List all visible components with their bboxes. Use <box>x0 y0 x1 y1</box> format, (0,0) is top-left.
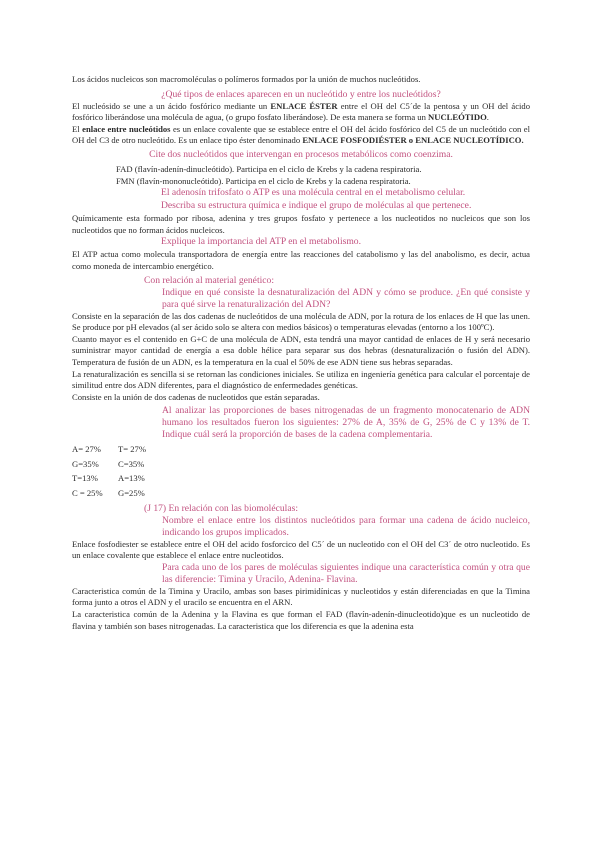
list-item-fad: FAD (flavín-adenín-dinucleótido). Participa en el ciclo de Krebs y la cadena respiratoria. <box>116 163 422 174</box>
base-pair-row: A= 27% T= 27% <box>72 444 146 455</box>
question-pares-moleculas: Para cada uno de los pares de moléculas siguientes indique una característica común y otra que las diferencie: Timina y Uracilo, Adenina- Flavina. <box>162 561 530 585</box>
paragraph-renaturalizacion: La renaturalización es sencilla si se retornan las condiciones iniciales. Se utiliza en ingeniería genética para calcular el porcentaje de similitud entre dos ADN diferentes, para el diagnóstico de enfermedades genéticas. <box>72 368 530 391</box>
question-enlaces: ¿Qué tipos de enlaces aparecen en un nucleótido y entre los nucleótidos? <box>161 88 441 100</box>
question-bases-nitrogenadas: Al analizar las proporciones de bases nitrogenadas de un fragmento monocatenario de ADN humano los resultados fueron los siguientes: 27% de A, 35% de G, 25% de C y 13% de T. Indique cuál será la proporción de bases de la cadena complementaria. <box>162 405 530 441</box>
paragraph-enlace-fosfodiester: Enlace fosfodiester se establece entre el OH del acido fosforcico del C5´ de un nucleotido con el OH del C3´ de otro nucleotido. Es un enlace covalente que establece el enlace entre nucleotidos. <box>72 538 530 561</box>
base-pair-row: T=13% A=13% <box>72 473 145 484</box>
intro-paragraph: Los ácidos nucleicos son macromoléculas o polímeros formados por la unión de muchos nucleótidos. <box>72 74 421 84</box>
paragraph-contenido-gc: Cuanto mayor es el contenido en G+C de una molécula de ADN, esta tendrá una mayor cantidad de enlaces de H y será necesario suministrar mayor cantidad de energía a esa doble hélice para separar sus dos hebras (desnaturalización o fusión del ADN). Temperatura de fusión de un ADN, es la temperatura en la cual el 50% de ese ADN tiene sus hebras separadas. <box>72 333 530 367</box>
paragraph-atp-importancia: El ATP actua como molecula transportadora de energía entre las reacciones del catabolismo y las del anabolismo, es decir, actua como moneda de intercambio energético. <box>72 249 530 271</box>
list-item-fmn: FMN (flavín-mononucleótido). Participa en el ciclo de Krebs y la cadena respiratoria. <box>116 175 411 186</box>
paragraph-union-cadenas: Consiste en la unión de dos cadenas de nucleotidos que están separadas. <box>72 391 320 402</box>
paragraph-enlace-ester: El nucleósido se une a un ácido fosfórico mediante un ENLACE ÉSTER entre el OH del C5´de la pentosa y un OH del ácido fosfórico liberándose una molécula de agua, (o grupo fosfato liberándose). De esta manera se forma un NUCLEÓTIDO. <box>72 100 530 123</box>
question-desnaturalizacion: Indique en qué consiste la desnaturalización del ADN y cómo se produce. ¿En qué consiste y para qué sirve la renaturalización del ADN? <box>162 286 530 310</box>
paragraph-desnaturalizacion: Consiste en la separación de las dos cadenas de nucleótidos de una molécula de ADN, por la rotura de los enlaces de H que las unen. Se produce por pH elevados (al ser ácido solo se altera con medios básicos) o temperaturas elevadas (entorno a los 100ºC). <box>72 310 530 333</box>
term-enlace-fosfodiester: ENLACE FOSFODIÉSTER o ENLACE NUCLEOTÍDICO. <box>302 135 524 146</box>
base-pairs-list <box>72 444 530 499</box>
term-enlace-entre-nucleotidos: enlace entre nucleótidos <box>82 123 171 134</box>
paragraph-atp-estructura: Químicamente esta formado por ribosa, adenina y tres grupos fosfato y pertenece a los nucleotidos no nucleicos que son los nucleotidos que no forman ácidos nucleicos. <box>72 213 530 235</box>
document-page <box>72 74 530 632</box>
paragraph-adenina-flavina: La caracteristica común de la Adenina y la Flavina es que forman el FAD (flavín-adenín-dinucleotido)que es un nucleotido de flavina y también son bases nitrogenadas. La caracteristica que los diferencia es que la adenina esta <box>72 609 530 631</box>
paragraph-timina-uracilo: Caracteristica común de la Timina y Uracilo, ambas son bases pirimidínicas y nucleotidos y están diferenciadas en que la Timina forma junto a otros el ADN y el uracilo se encuentra en el ARN. <box>72 585 530 608</box>
base-pair-row: G=35% C=35% <box>72 458 145 469</box>
question-biomoleculas: (J 17) En relación con las biomoléculas: <box>144 502 298 514</box>
question-atp-importancia: Explique la importancia del ATP en el metabolismo. <box>161 236 362 248</box>
term-nucleotido: NUCLEÓTIDO <box>428 112 487 123</box>
base-pair-row: C = 25% G=25% <box>72 488 145 499</box>
question-coenzimas: Cite dos nucleótidos que intervengan en procesos metabólicos como coenzima. <box>149 148 453 160</box>
question-enlace-cadena: Nombre el enlace entre los distintos nucleótidos para formar una cadena de ácido nucleico, indicando los grupos implicados. <box>162 514 530 538</box>
question-atp-intro: El adenosín trifosfato o ATP es una molécula central en el metabolismo celular. <box>161 187 466 199</box>
paragraph-enlace-nucleotidos: El enlace entre nucleótidos es un enlace covalente que se establece entre el OH del ácido fosfórico del C5 de un nucleótido con el OH del C3 de otro nucleótido. Es un enlace tipo éster denominado ENLACE FOSFODIÉSTER o ENLACE NUCLEOTÍDICO. <box>72 123 530 146</box>
question-material-genetico: Con relación al material genético: <box>144 274 274 286</box>
question-atp-estructura: Describa su estructura química e indique el grupo de moléculas al que pertenece. <box>161 200 472 212</box>
term-enlace-ester: ENLACE ÉSTER <box>270 100 338 111</box>
